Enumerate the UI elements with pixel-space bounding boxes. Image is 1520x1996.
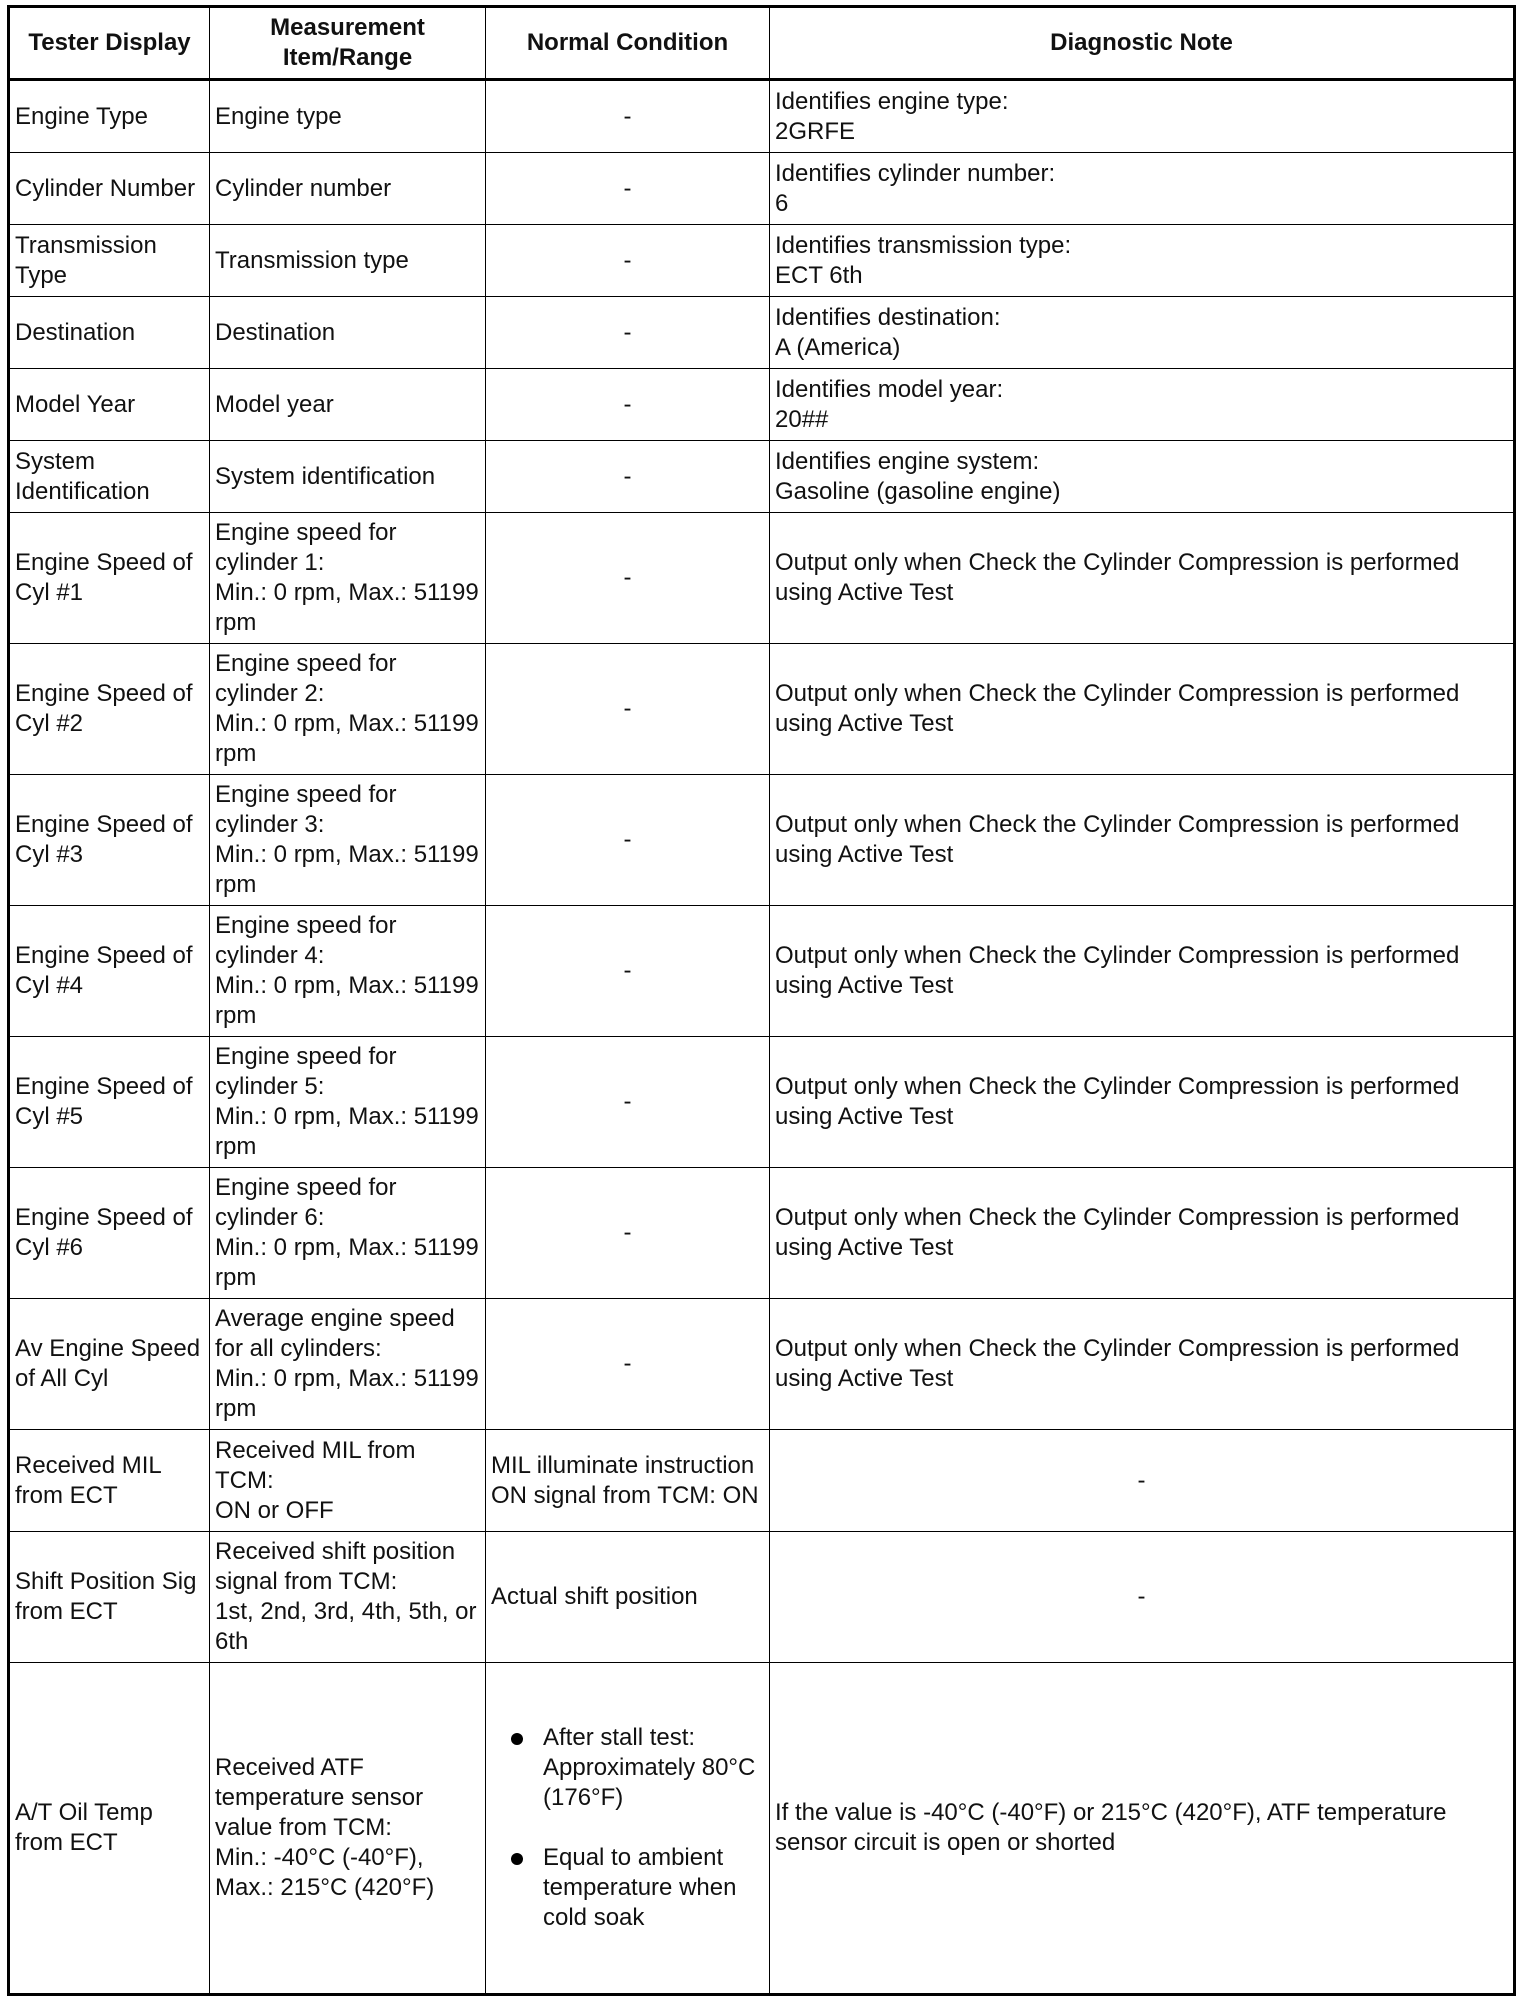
header-normal-condition: Normal Condition [486, 7, 770, 80]
table-row [9, 441, 1515, 513]
table-row [9, 1168, 1515, 1299]
cell-tester-display: Engine Type [9, 80, 210, 153]
cell-measurement-item: Engine type [210, 80, 486, 153]
cell-measurement-item: Destination [210, 297, 486, 369]
cell-normal-condition: - [486, 80, 770, 153]
cell-normal-condition: - [486, 153, 770, 225]
cell-measurement-item: Cylinder number [210, 153, 486, 225]
cell-tester-display: Shift Position Sig from ECT [9, 1532, 210, 1663]
cell-normal-condition: - [486, 513, 770, 644]
cell-diagnostic-note: Identifies transmission type: ECT 6th [770, 225, 1515, 297]
table-row [9, 513, 1515, 644]
table-row [9, 80, 1515, 153]
table-row [9, 225, 1515, 297]
cell-measurement-item: Average engine speed for all cylinders: Min.: 0 rpm, Max.: 51199 rpm [210, 1299, 486, 1430]
table-row [9, 644, 1515, 775]
cell-measurement-item: Model year [210, 369, 486, 441]
table-row [9, 1663, 1515, 1995]
cell-tester-display: Transmission Type [9, 225, 210, 297]
cell-tester-display: Cylinder Number [9, 153, 210, 225]
cell-measurement-item: Engine speed for cylinder 3: Min.: 0 rpm, Max.: 51199 rpm [210, 775, 486, 906]
table-row [9, 1430, 1515, 1532]
cell-normal-condition: - [486, 1168, 770, 1299]
cell-diagnostic-note: Output only when Check the Cylinder Compression is performed using Active Test [770, 1037, 1515, 1168]
cell-tester-display: Model Year [9, 369, 210, 441]
cell-measurement-item: Engine speed for cylinder 2: Min.: 0 rpm, Max.: 51199 rpm [210, 644, 486, 775]
cell-tester-display: Engine Speed of Cyl #1 [9, 513, 210, 644]
cell-tester-display: Received MIL from ECT [9, 1430, 210, 1532]
cell-measurement-item: Received shift position signal from TCM: 1st, 2nd, 3rd, 4th, 5th, or 6th [210, 1532, 486, 1663]
bullet-item: After stall test: Approximately 80°C (176°F) [505, 1723, 764, 1813]
header-measurement-item: Measurement Item/Range [210, 7, 486, 80]
data-list-table [7, 5, 1516, 1996]
cell-diagnostic-note: Output only when Check the Cylinder Compression is performed using Active Test [770, 644, 1515, 775]
cell-normal-condition: - [486, 1037, 770, 1168]
header-row [9, 7, 1515, 80]
cell-normal-condition: - [486, 441, 770, 513]
table-row [9, 1037, 1515, 1168]
table-row [9, 1532, 1515, 1663]
cell-diagnostic-note: Output only when Check the Cylinder Compression is performed using Active Test [770, 513, 1515, 644]
cell-tester-display: A/T Oil Temp from ECT [9, 1663, 210, 1995]
cell-normal-condition: - [486, 644, 770, 775]
cell-diagnostic-note: - [770, 1430, 1515, 1532]
table-row [9, 775, 1515, 906]
table-row [9, 369, 1515, 441]
cell-normal-condition [486, 1663, 770, 1995]
bullet-item: Equal to ambient temperature when cold soak [505, 1843, 764, 1933]
cell-tester-display: Engine Speed of Cyl #3 [9, 775, 210, 906]
table-row [9, 153, 1515, 225]
header-diagnostic-note: Diagnostic Note [770, 7, 1515, 80]
cell-normal-condition: - [486, 369, 770, 441]
cell-tester-display: System Identification [9, 441, 210, 513]
cell-tester-display: Engine Speed of Cyl #6 [9, 1168, 210, 1299]
cell-diagnostic-note: Output only when Check the Cylinder Compression is performed using Active Test [770, 1299, 1515, 1430]
cell-normal-condition: - [486, 225, 770, 297]
cell-measurement-item: Transmission type [210, 225, 486, 297]
cell-normal-condition: MIL illuminate instruction ON signal from TCM: ON [486, 1430, 770, 1532]
cell-diagnostic-note: Output only when Check the Cylinder Compression is performed using Active Test [770, 906, 1515, 1037]
cell-diagnostic-note: Identifies destination: A (America) [770, 297, 1515, 369]
table-row [9, 906, 1515, 1037]
cell-diagnostic-note: Output only when Check the Cylinder Compression is performed using Active Test [770, 775, 1515, 906]
cell-measurement-item: System identification [210, 441, 486, 513]
table-container [7, 5, 1516, 1996]
cell-diagnostic-note: Output only when Check the Cylinder Compression is performed using Active Test [770, 1168, 1515, 1299]
cell-measurement-item: Received MIL from TCM: ON or OFF [210, 1430, 486, 1532]
cell-normal-condition: Actual shift position [486, 1532, 770, 1663]
cell-normal-condition: - [486, 297, 770, 369]
cell-measurement-item: Received ATF temperature sensor value from TCM: Min.: -40°C (-40°F), Max.: 215°C (420°F) [210, 1663, 486, 1995]
table-row [9, 1299, 1515, 1430]
cell-measurement-item: Engine speed for cylinder 1: Min.: 0 rpm, Max.: 51199 rpm [210, 513, 486, 644]
cell-diagnostic-note: Identifies cylinder number: 6 [770, 153, 1515, 225]
cell-diagnostic-note: Identifies model year: 20## [770, 369, 1515, 441]
cell-tester-display: Av Engine Speed of All Cyl [9, 1299, 210, 1430]
header-tester-display: Tester Display [9, 7, 210, 80]
normal-condition-bullet-list [491, 1693, 764, 1963]
cell-normal-condition: - [486, 775, 770, 906]
cell-diagnostic-note: - [770, 1532, 1515, 1663]
cell-normal-condition: - [486, 1299, 770, 1430]
cell-tester-display: Destination [9, 297, 210, 369]
cell-tester-display: Engine Speed of Cyl #4 [9, 906, 210, 1037]
cell-measurement-item: Engine speed for cylinder 5: Min.: 0 rpm, Max.: 51199 rpm [210, 1037, 486, 1168]
cell-diagnostic-note: Identifies engine type: 2GRFE [770, 80, 1515, 153]
cell-measurement-item: Engine speed for cylinder 4: Min.: 0 rpm, Max.: 51199 rpm [210, 906, 486, 1037]
cell-tester-display: Engine Speed of Cyl #2 [9, 644, 210, 775]
table-row [9, 297, 1515, 369]
cell-tester-display: Engine Speed of Cyl #5 [9, 1037, 210, 1168]
cell-diagnostic-note: If the value is -40°C (-40°F) or 215°C (420°F), ATF temperature sensor circuit is open or shorted [770, 1663, 1515, 1995]
cell-diagnostic-note: Identifies engine system: Gasoline (gasoline engine) [770, 441, 1515, 513]
cell-measurement-item: Engine speed for cylinder 6: Min.: 0 rpm, Max.: 51199 rpm [210, 1168, 486, 1299]
cell-normal-condition: - [486, 906, 770, 1037]
